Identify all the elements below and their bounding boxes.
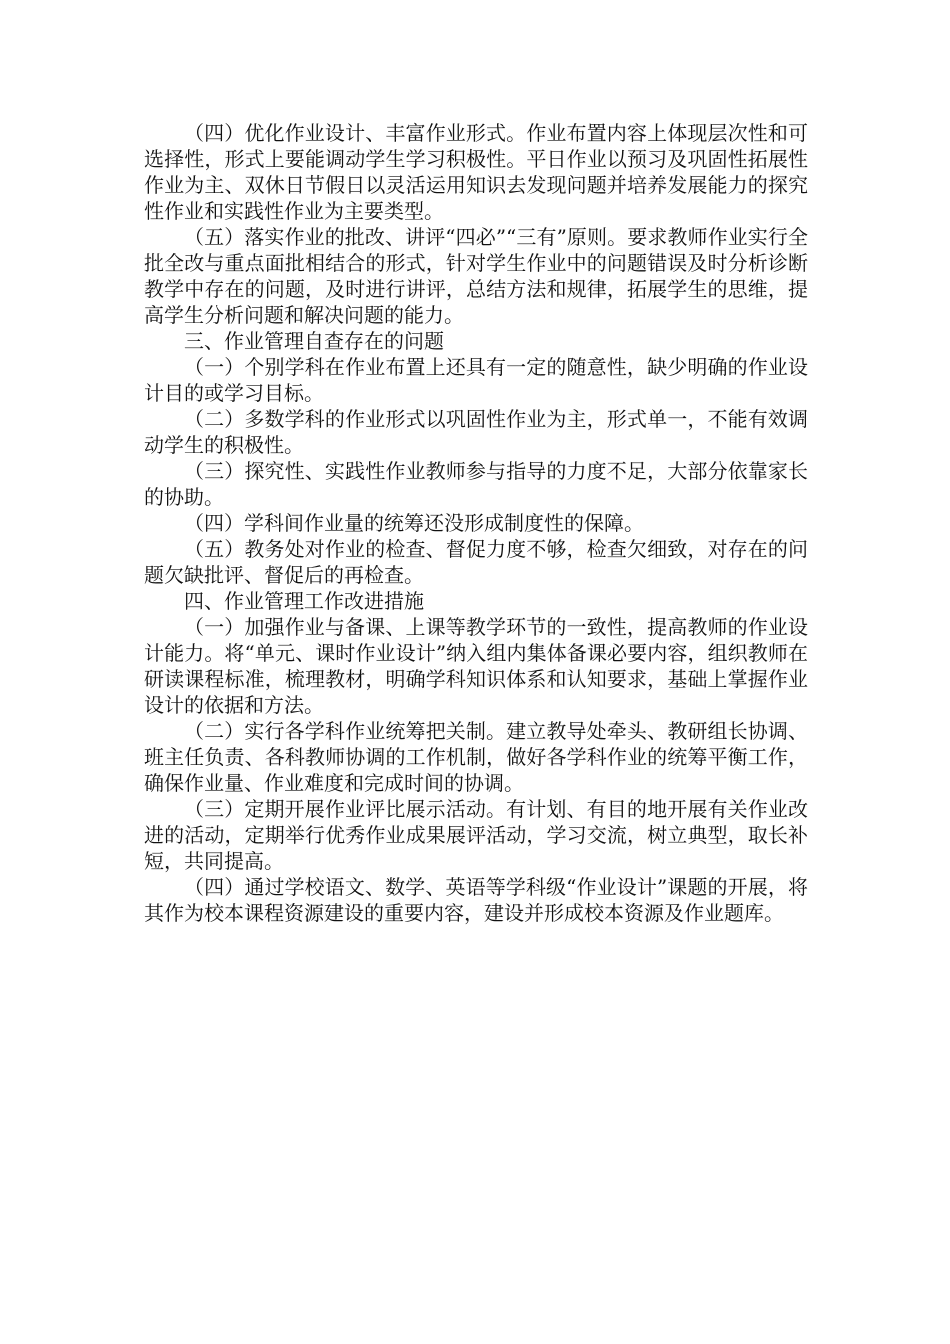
paragraph-4-2: （二）实行各学科作业统筹把关制。建立教导处牵头、教研组长协调、班主任负责、各科教师协调的工作机制，做好各学科作业的统筹平衡工作，确保作业量、作业难度和完成时间的协调。: [144, 719, 808, 795]
paragraph-3-2: （二）多数学科的作业形式以巩固性作业为主，形式单一，不能有效调动学生的积极性。: [144, 407, 808, 457]
document-body: [144, 120, 808, 926]
paragraph-3-5: （五）教务处对作业的检查、督促力度不够，检查欠细致，对存在的问题欠缺批评、督促后的再检查。: [144, 537, 808, 587]
paragraph-2-4: （四）优化作业设计、丰富作业形式。作业布置内容上体现层次性和可选择性，形式上要能调动学生学习积极性。平日作业以预习及巩固性拓展性作业为主、双休日节假日以灵活运用知识去发现问题并培养发展能力的探究性作业和实践性作业为主要类型。: [144, 121, 808, 223]
paragraph-3-4: （四）学科间作业量的统筹还没形成制度性的保障。: [184, 511, 644, 535]
section-heading-4: 四、作业管理工作改进措施: [184, 589, 424, 613]
paragraph-4-3: （三）定期开展作业评比展示活动。有计划、有目的地开展有关作业改进的活动，定期举行优秀作业成果展评活动，学习交流，树立典型，取长补短，共同提高。: [144, 797, 808, 873]
paragraph-4-1: （一）加强作业与备课、上课等教学环节的一致性，提高教师的作业设计能力。将“单元、课时作业设计”纳入组内集体备课必要内容，组织教师在研读课程标准，梳理教材，明确学科知识体系和认知要求，基础上掌握作业设计的依据和方法。: [144, 615, 808, 717]
paragraph-3-1: （一）个别学科在作业布置上还具有一定的随意性，缺少明确的作业设计目的或学习目标。: [144, 355, 808, 405]
section-heading-3: 三、作业管理自查存在的问题: [184, 329, 444, 353]
paragraph-2-5: （五）落实作业的批改、讲评“四必”“三有”原则。要求教师作业实行全批全改与重点面批相结合的形式，针对学生作业中的问题错误及时分析诊断教学中存在的问题，及时进行讲评，总结方法和规律，拓展学生的思维，提高学生分析问题和解决问题的能力。: [144, 225, 808, 327]
paragraph-4-4: （四）通过学校语文、数学、英语等学科级“作业设计”课题的开展，将其作为校本课程资源建设的重要内容，建设并形成校本资源及作业题库。: [144, 875, 808, 925]
paragraph-3-3: （三）探究性、实践性作业教师参与指导的力度不足，大部分依靠家长的协助。: [144, 459, 808, 509]
